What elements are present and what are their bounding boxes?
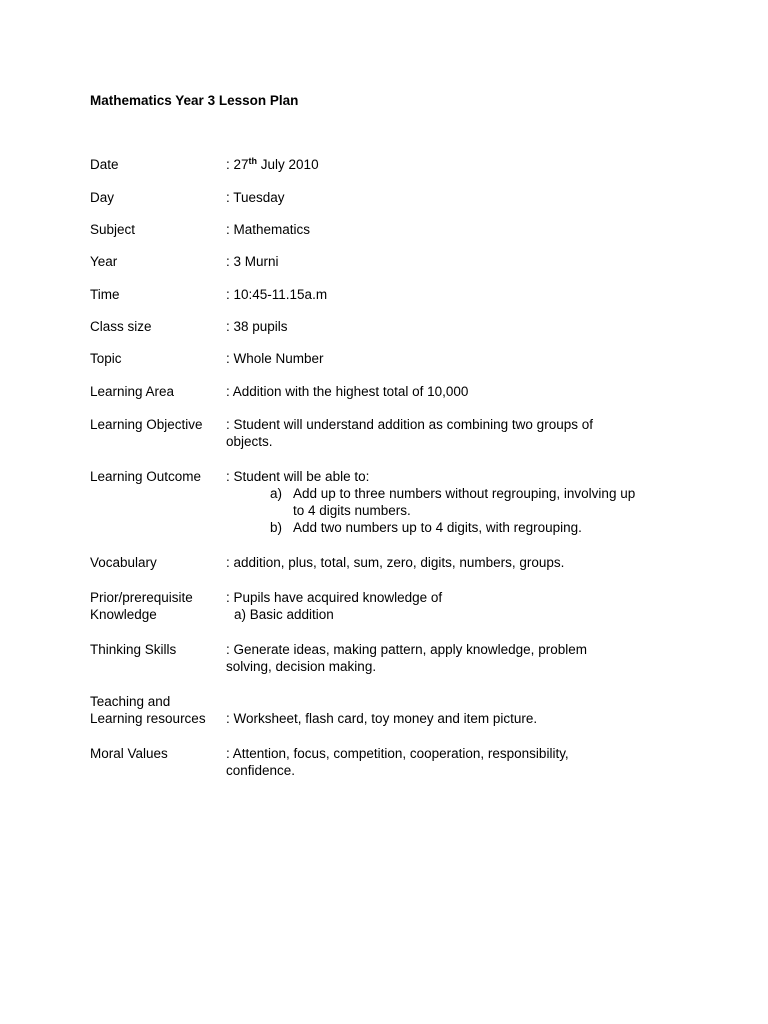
field-value (226, 416, 686, 450)
date-prefix: : 27 (226, 157, 249, 172)
field-label: Learning Objective (90, 417, 203, 432)
field-label: Day (90, 190, 115, 205)
field-value (226, 641, 686, 675)
value-line: : Pupils have acquired knowledge of (226, 590, 443, 605)
date-ordinal: th (248, 156, 258, 166)
field-value: : addition, plus, total, sum, zero, digits, numbers, groups. (226, 555, 565, 570)
field-label: Year (90, 254, 118, 269)
document-title: Mathematics Year 3 Lesson Plan (90, 93, 299, 108)
date-suffix: July 2010 (257, 157, 319, 172)
field-value: : 3 Murni (226, 254, 279, 269)
field-value: : Addition with the highest total of 10,000 (226, 384, 469, 399)
field-value (226, 156, 686, 173)
field-label: Subject (90, 222, 136, 237)
field-value: : Mathematics (226, 222, 311, 237)
value-line: solving, decision making. (226, 659, 377, 674)
value-line: objects. (226, 434, 273, 449)
value-line: : Generate ideas, making pattern, apply knowledge, problem (226, 642, 587, 657)
field-label: Vocabulary (90, 555, 157, 570)
field-value: : Tuesday (226, 190, 285, 205)
field-value (226, 589, 686, 623)
field-value (226, 745, 686, 779)
field-label: Date (90, 157, 119, 172)
outcome-item (226, 485, 686, 519)
list-text (226, 485, 686, 519)
field-label: Learning Area (90, 384, 175, 399)
outcome-item (226, 519, 686, 536)
field-value: : 38 pupils (226, 319, 288, 334)
list-text-line: Add two numbers up to 4 digits, with regrouping. (293, 520, 582, 535)
value-line: confidence. (226, 763, 296, 778)
field-value: : Whole Number (226, 351, 324, 366)
label-line: Knowledge (90, 607, 157, 622)
list-text-line: Add up to three numbers without regrouping, involving up (293, 486, 636, 501)
field-label (90, 693, 230, 727)
field-value: : 10:45-11.15a.m (226, 287, 328, 302)
label-line: Learning resources (90, 711, 206, 726)
field-label: Learning Outcome (90, 469, 202, 484)
value-line: : Attention, focus, competition, cooperation, responsibility, (226, 746, 569, 761)
field-value: : Worksheet, flash card, toy money and item picture. (226, 711, 538, 726)
list-marker: a) (270, 486, 283, 501)
list-text (226, 519, 686, 536)
value-line: a) Basic addition (234, 607, 334, 622)
label-line: Prior/prerequisite (90, 590, 193, 605)
field-label: Topic (90, 351, 122, 366)
field-label: Time (90, 287, 120, 302)
field-value (226, 468, 686, 536)
field-label (90, 589, 230, 623)
field-label: Class size (90, 319, 152, 334)
field-label: Thinking Skills (90, 642, 177, 657)
value-line: : Student will understand addition as combining two groups of (226, 417, 593, 432)
label-line: Teaching and (90, 694, 171, 709)
list-marker: b) (270, 520, 283, 535)
field-label: Moral Values (90, 746, 168, 761)
outcome-intro: : Student will be able to: (226, 469, 370, 484)
list-text-line: to 4 digits numbers. (293, 503, 411, 518)
